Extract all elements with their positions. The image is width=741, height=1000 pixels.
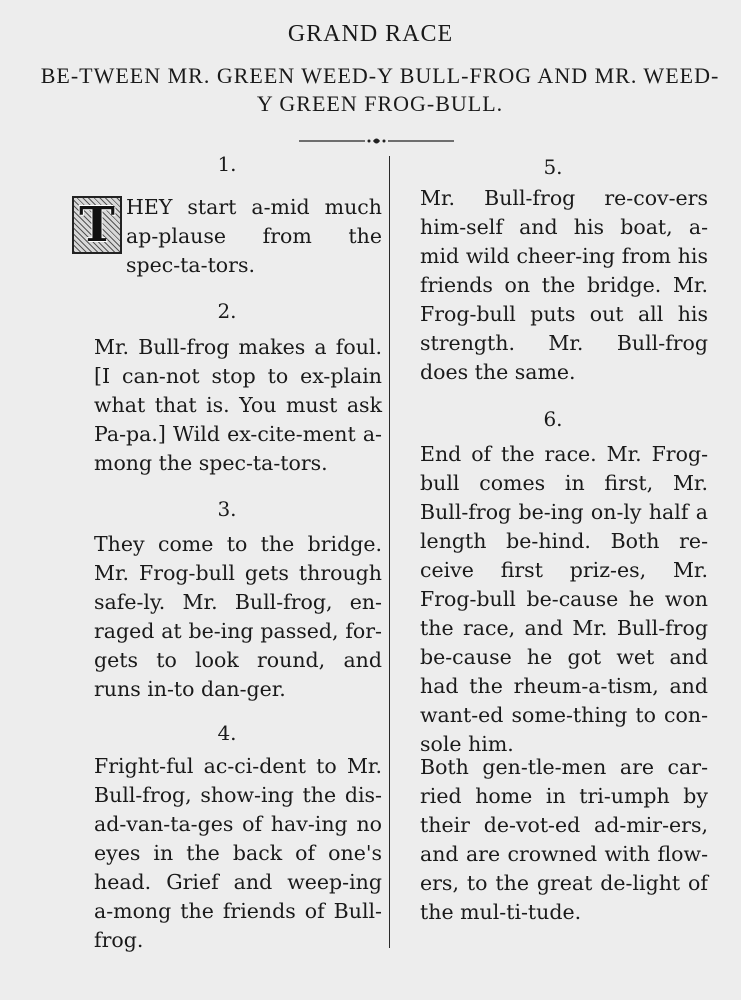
section-number: 6. (543, 407, 563, 431)
section-paragraph: Both gen-tle-men are car-ried home in tri-umph by their de-vot-ed ad-mir-ers, and are crowned with flow-ers, to the great de-light of the mul-ti-tude. (420, 755, 708, 924)
section-paragraph: T HEY start a-mid much ap-plause from the spec-ta-tors. (72, 193, 382, 280)
section-number: 1. (217, 152, 237, 176)
section-paragraph: Mr. Bull-frog makes a foul. [I can-not stop to ex-plain what that is. You must ask Pa-pa.] Wild ex-cite-ment a-mong the spec-ta-tors. (94, 335, 382, 475)
ornament-divider (299, 136, 454, 146)
dropcap-initial: T (72, 196, 122, 254)
section-number: 4. (217, 721, 237, 745)
section-number: 2. (217, 299, 237, 323)
section-number: 5. (543, 155, 563, 179)
column-divider (389, 156, 390, 948)
section-number: 3. (217, 497, 237, 521)
section-paragraph: End of the race. Mr. Frog-bull comes in first, Mr. Bull-frog be-ing on-ly half a length be-hind. Both re-ceive first priz-es, Mr. Frog-bull be-cause he won the race, and Mr. Bull-frog be-cause he got wet and had the rheum-a-tism, and want-ed some-thing to con-sole him. (420, 442, 708, 756)
section-paragraph: Mr. Bull-frog re-cov-ers him-self and his boat, a-mid wild cheer-ing from his friends on the bridge. Mr. Frog-bull puts out all his strength. Mr. Bull-frog does the same. (420, 186, 708, 384)
section-paragraph: They come to the bridge. Mr. Frog-bull gets through safe-ly. Mr. Bull-frog, en-raged at be-ing passed, for-gets to look round, and runs in-to dan-ger. (94, 532, 382, 701)
page-subtitle: BE-TWEEN MR. GREEN WEED-Y BULL-FROG AND MR. WEED-Y GREEN FROG-BULL. (40, 63, 720, 116)
section-paragraph: Fright-ful ac-ci-dent to Mr. Bull-frog, show-ing the dis-ad-van-ta-ges of hav-ing no eyes in the back of one's head. Grief and weep-ing a-mong the friends of Bull-frog. (94, 754, 382, 952)
page-title: GRAND RACE (287, 21, 454, 47)
